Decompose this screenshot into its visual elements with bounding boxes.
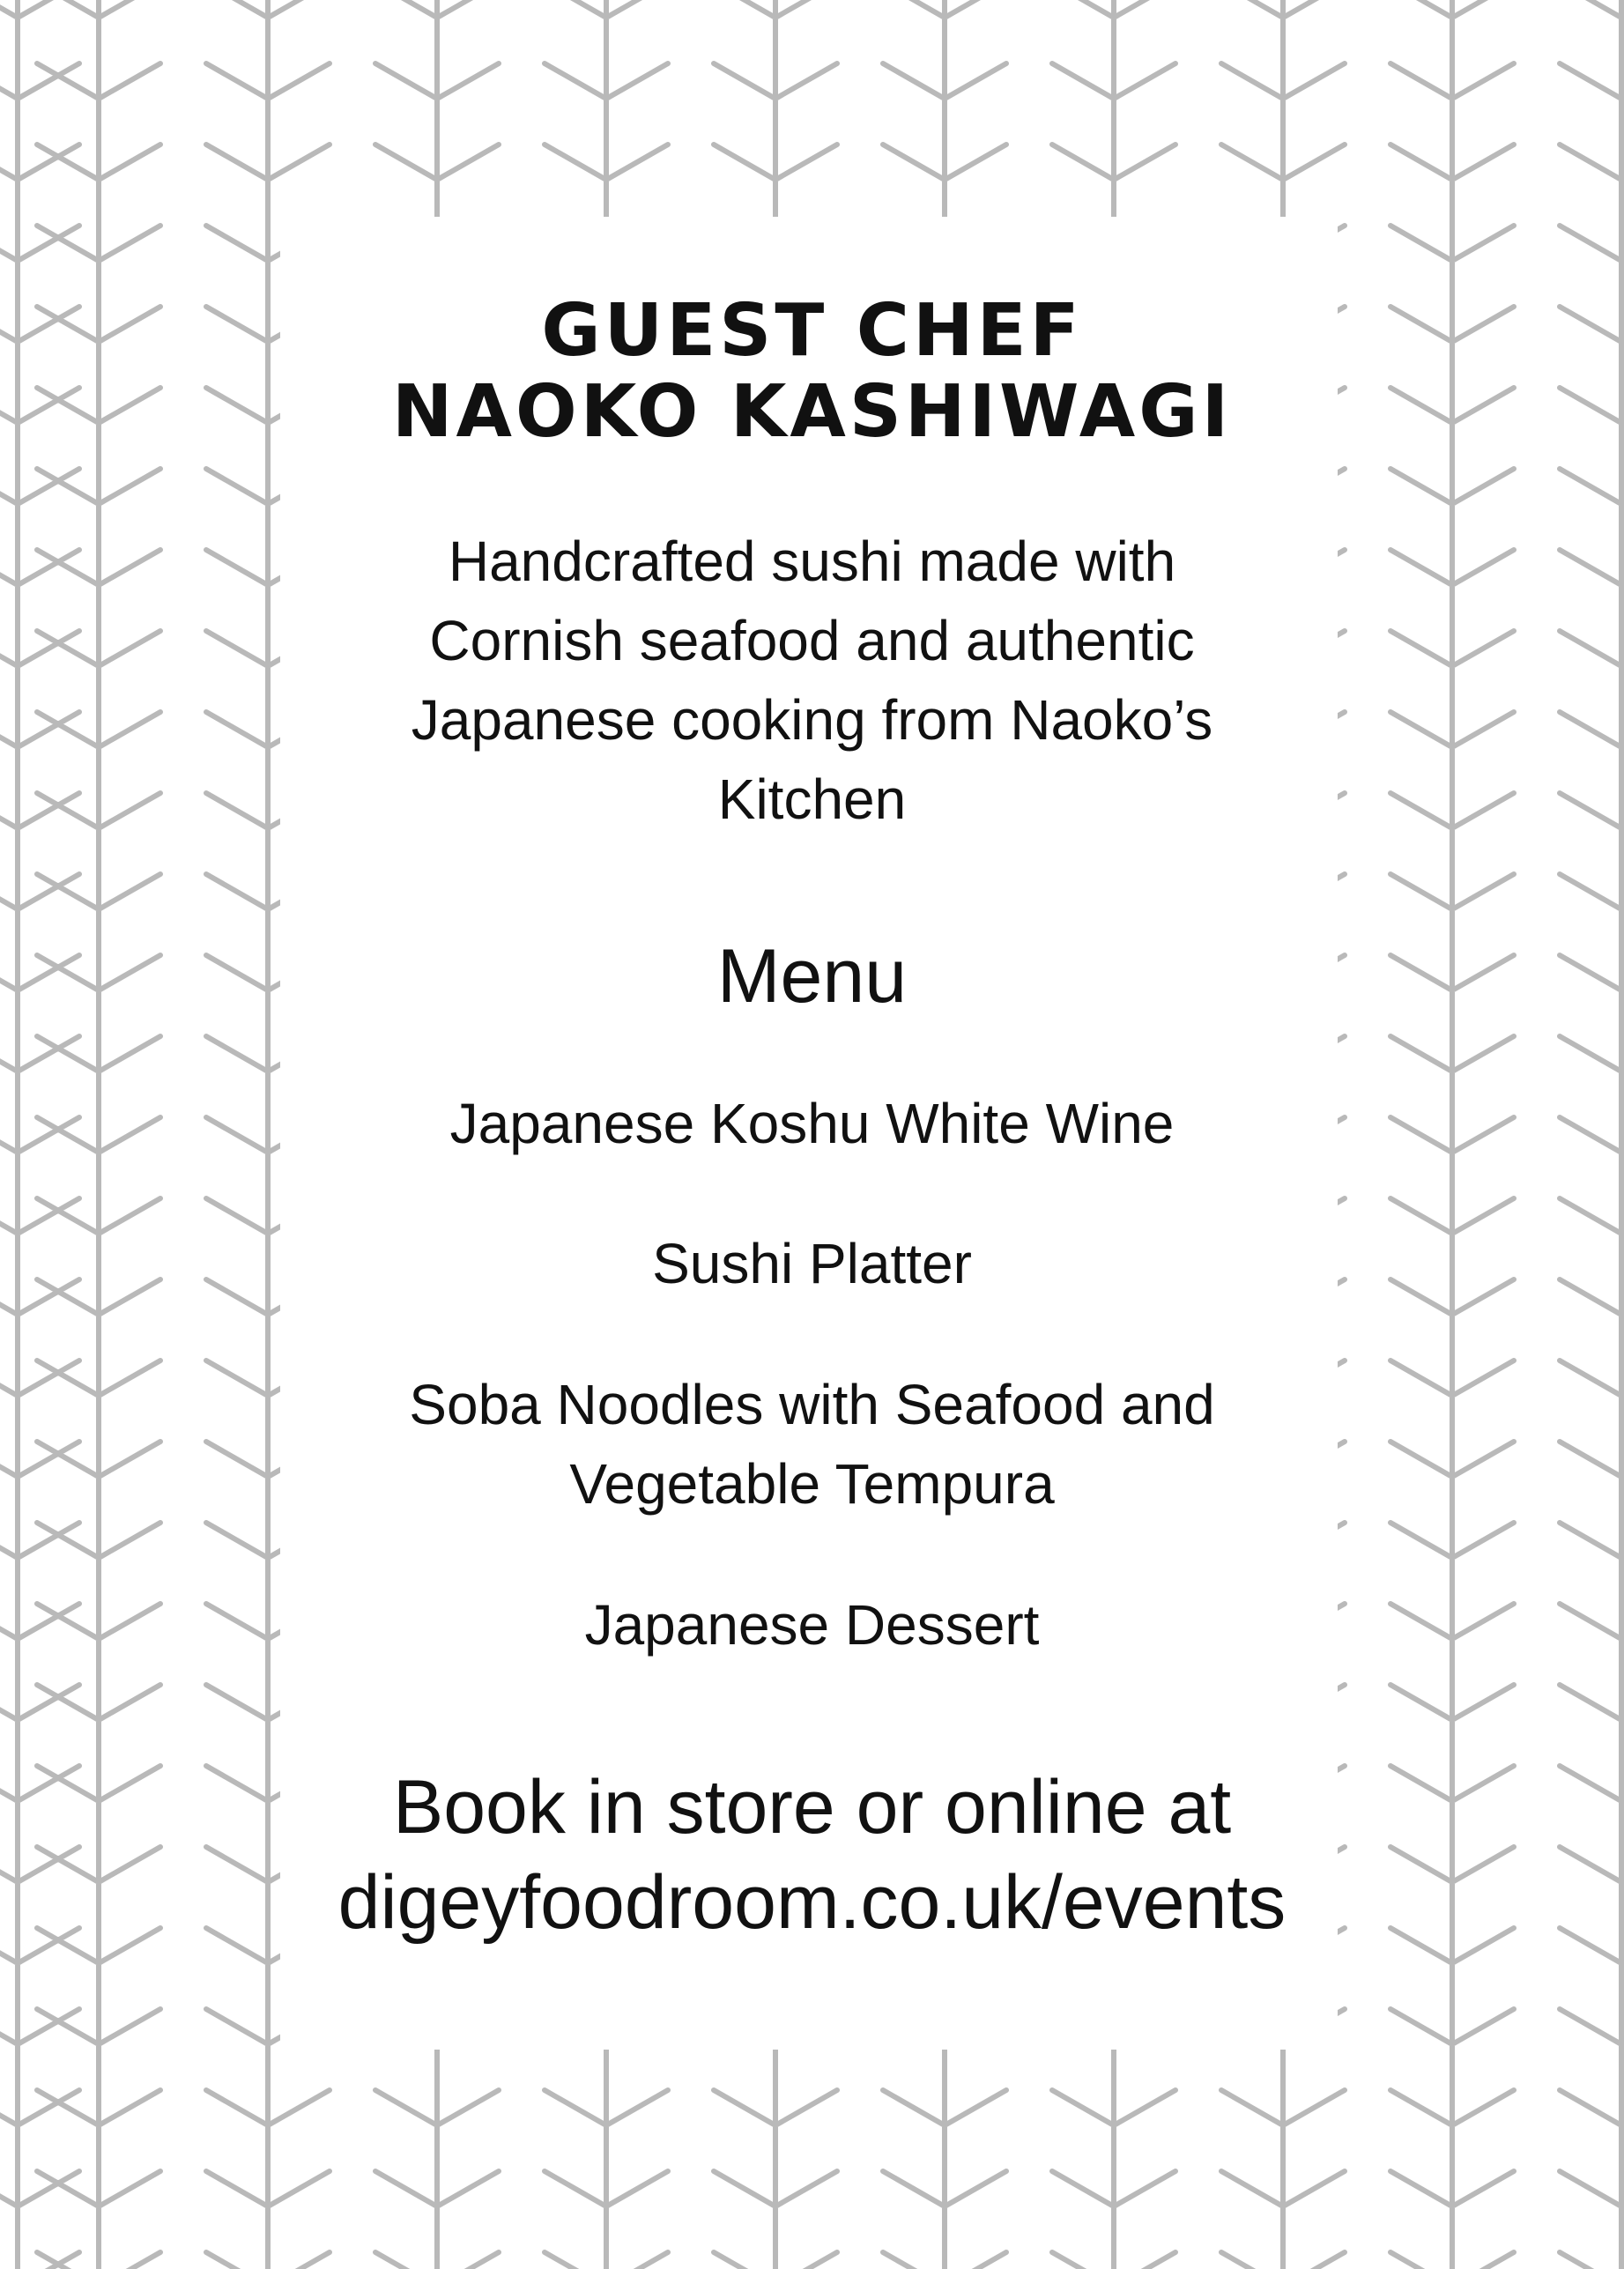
menu-heading: Menu bbox=[716, 934, 908, 1019]
booking-line: Book in store or online at bbox=[392, 1765, 1232, 1850]
page-title bbox=[0, 291, 1624, 453]
menu-item-dessert: Japanese Dessert bbox=[584, 1593, 1040, 1657]
booking-url: digeyfoodroom.co.uk/events bbox=[337, 1860, 1287, 1945]
description-line: Kitchen bbox=[717, 767, 907, 831]
description-line: Japanese cooking from Naoko’s bbox=[411, 688, 1213, 752]
title-line-guest-chef: GUEST CHEF bbox=[541, 289, 1083, 373]
menu-item-soba-continued: Vegetable Tempura bbox=[569, 1452, 1055, 1516]
menu-item-wine: Japanese Koshu White Wine bbox=[449, 1092, 1175, 1155]
menu-item-sushi: Sushi Platter bbox=[652, 1232, 972, 1295]
description-line: Cornish seafood and authentic bbox=[429, 609, 1195, 672]
menu-item-soba: Soba Noodles with Seafood and bbox=[409, 1373, 1215, 1436]
event-description bbox=[0, 522, 1624, 839]
title-line-chef-name: NAOKO KASHIWAGI bbox=[391, 370, 1233, 454]
description-line: Handcrafted sushi made with bbox=[448, 530, 1176, 593]
booking-info bbox=[0, 1760, 1624, 1950]
